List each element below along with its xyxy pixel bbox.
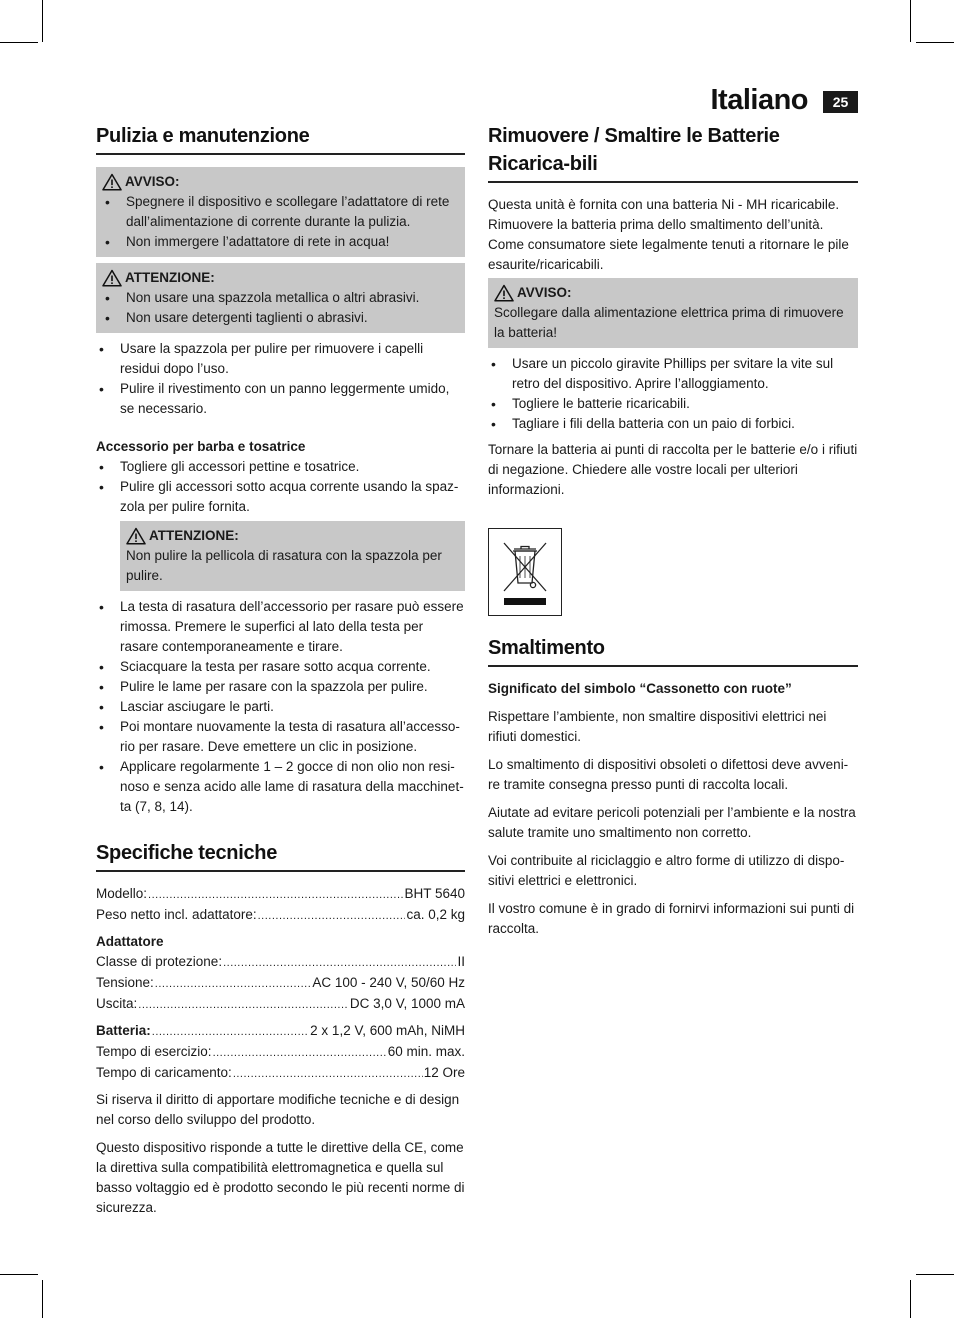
warning-triangle-icon [494,284,514,302]
list-item: • Poi montare nuovamente la testa di rasatura all’accesso-rio per rasare. Deve emettere un clic in posizione. [96,717,465,757]
weee-bin-symbol [488,528,562,616]
disposal-paragraph: Rispettare l’ambiente, non smaltire dispositivi elettrici nei rifiuti domestici. [488,709,827,744]
caution-text: Non pulire la pellicola di rasatura con la spazzola per pulire. [126,548,442,583]
crop-mark [0,42,38,43]
battery-title: Rimuovere / Smaltire le Batterie Ricarica-bili [488,122,858,183]
disposal-subtitle: Significato del simbolo “Cassonetto con ruote” [488,681,792,696]
disposal-paragraph: Il vostro comune è in grado di fornirvi informazioni sui punti di raccolta. [488,901,855,936]
battery-intro: Questa unità è fornita con una batteria Ni - MH ricaricabile. Rimuovere la batteria prima dello smaltimento dell’unità. Come consumatore siete legalmente tenuti a ritornare le pile esaurite/ricaricabili. [488,197,849,272]
disposal-paragraph: Lo smaltimento di dispositivi obsoleti o difettosi deve avveni-re tramite consegna presso punti di raccolta locali. [488,757,849,792]
left-column [96,122,465,1226]
list-item: • Applicare regolarmente 1 – 2 gocce di non olio non resi-noso e senza acido alle lame di rasatura della macchinet-ta (7, 8, 14). [96,757,465,817]
list-item: • Pulire il rivestimento con un panno leggermente umido, se necessario. [96,379,465,419]
cleaning-title: Pulizia e manutenzione [96,122,465,155]
list-item: • Non immergere l’adattatore di rete in acqua! [102,232,459,252]
warning-box [96,167,465,257]
list-item: • Pulire gli accessori sotto acqua corrente usando la spaz-zola per pulire fornita. [96,477,465,517]
list-item: • Lasciar asciugare le parti. [96,697,465,717]
disposal-paragraph: Voi contribuite al riciclaggio e altro forme di utilizzo di dispo-sitivi elettrici e elettronici. [488,853,845,888]
list-item: • Usare un piccolo giravite Phillips per svitare la vite sul retro del dispositivo. Aprire l’alloggiamento. [488,354,858,394]
spec-row-charge: Tempo di caricamento: ..... 12 Ore [96,1063,465,1084]
warning-triangle-icon [102,269,122,287]
crop-mark [42,0,43,42]
spec-row-model: Modello: ..... BHT 5640 [96,884,465,905]
list-item: • Non usare una spazzola metallica o altri abrasivi. [102,288,459,308]
crop-mark [42,1280,43,1318]
list-item: • Sciacquare la testa per rasare sotto acqua corrente. [96,657,465,677]
crop-mark [0,1274,38,1275]
crop-mark [910,0,911,42]
list-item: • Tagliare i fili della batteria con un paio di forbici. [488,414,858,434]
list-item: • Togliere gli accessori pettine e tosatrice. [96,457,465,477]
warning-box-title: AVVISO: [102,172,459,192]
caution-box-title: ATTENZIONE: [126,526,459,546]
list-item: • Spegnere il dispositivo e scollegare l’adattatore di rete dall’alimentazione di corrente durante la pulizia. [102,192,459,232]
crossed-wheelie-bin-icon [489,529,561,615]
battery-outro: Tornare la batteria ai punti di raccolta per le batterie e/o i rifiuti di negazione. Chiedere alle vostre locali per ulteriori informazioni. [488,442,858,497]
crop-mark [910,1280,911,1318]
adapter-subtitle: Adattatore [96,934,164,949]
specs-note: Questo dispositivo risponde a tutte le direttive della CE, come la direttiva sulla compatibilità elettromagnetica e quella sul basso voltaggio ed è prodotto secondo le più recenti norme di sicurezza. [96,1140,465,1215]
list-item: • Pulire le lame per rasare con la spazzola per pulire. [96,677,465,697]
list-item: • Non usare detergenti taglienti o abrasivi. [102,308,459,328]
specs-note: Si riserva il diritto di apportare modifiche tecniche e di design nel corso dello sviluppo del prodotto. [96,1092,460,1127]
page-number: 25 [823,91,858,113]
caution-box [96,263,465,333]
specs-title: Specifiche tecniche [96,839,465,872]
warning-triangle-icon [126,527,146,545]
crop-mark [916,42,954,43]
disposal-title: Smaltimento [488,634,858,667]
spec-row-voltage: Tensione: ..... AC 100 - 240 V, 50/60 Hz [96,973,465,994]
spec-row-output: Uscita: ..... DC 3,0 V, 1000 mA [96,994,465,1015]
accessory-subtitle: Accessorio per barba e tosatrice [96,439,306,454]
list-item: • Togliere le batterie ricaricabili. [488,394,858,414]
page-language-title: Italiano [710,84,808,116]
warning-text: Scollegare dalla alimentazione elettrica prima di rimuovere la batteria! [494,305,844,340]
right-column [488,122,858,947]
list-item: • Usare la spazzola per pulire per rimuovere i capelli residui dopo l’uso. [96,339,465,379]
list-item: • La testa di rasatura dell’accessorio per rasare può essere rimossa. Premere le superfici al lato della testa per rasare contemporaneamente e tirare. [96,597,465,657]
caution-box-title: ATTENZIONE: [102,268,459,288]
warning-box-title: AVVISO: [494,283,852,303]
spec-row-runtime: Tempo di esercizio: ..... 60 min. max. [96,1042,465,1063]
warning-triangle-icon [102,173,122,191]
accessory-caution-box [120,521,465,591]
battery-warning-box [488,278,858,348]
crop-mark [916,1274,954,1275]
spec-row-battery: Batteria: ..... 2 x 1,2 V, 600 mAh, NiMH [96,1021,465,1042]
disposal-paragraph: Aiutate ad evitare pericoli potenziali per l’ambiente e la nostra salute tramite uno smaltimento non corretto. [488,805,856,840]
spec-row-protection: Classe di protezione: ..... II [96,952,465,973]
spec-row-weight: Peso netto incl. adattatore: ..... ca. 0,2 kg [96,905,465,926]
